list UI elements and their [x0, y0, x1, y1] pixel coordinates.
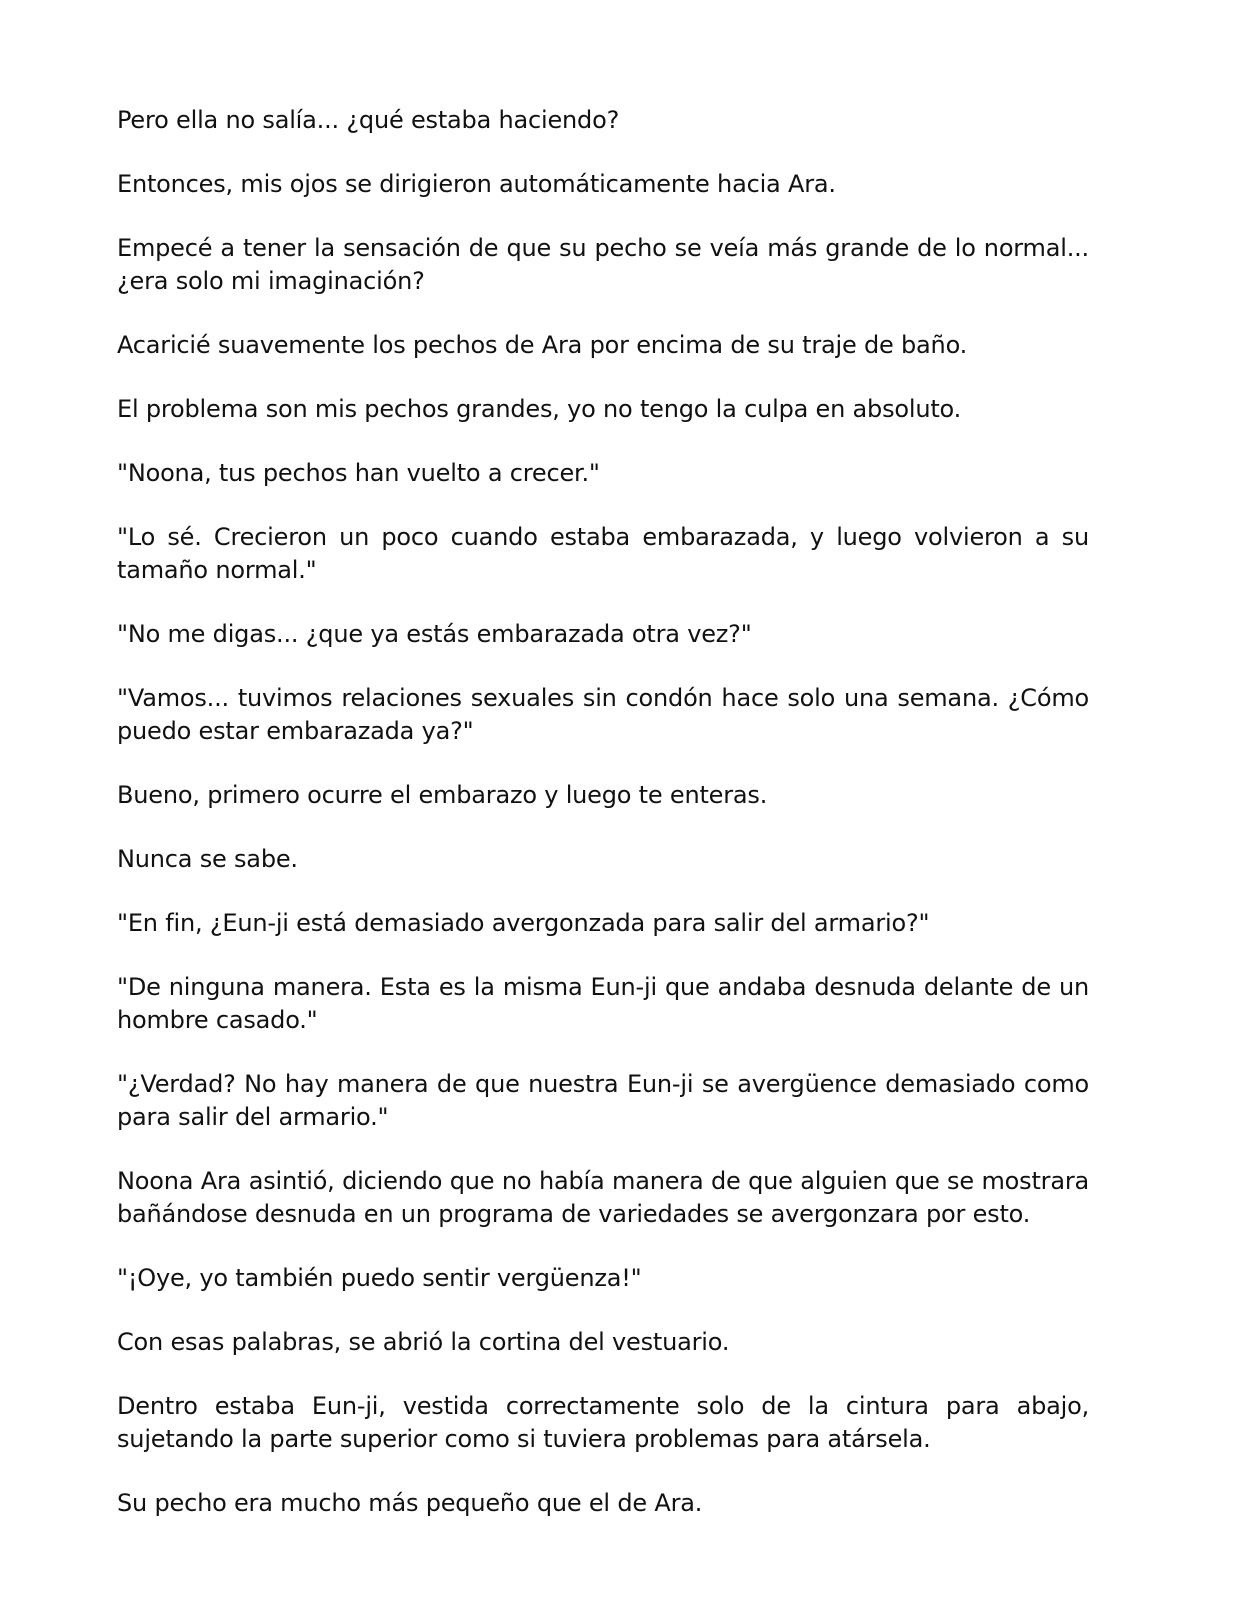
paragraph: Nunca se sabe.: [117, 845, 298, 873]
paragraph: "¡Oye, yo también puedo sentir vergüenza!": [117, 1264, 642, 1292]
body-text: [117, 104, 1089, 1520]
paragraph: "No me digas... ¿que ya estás embarazada otra vez?": [117, 620, 752, 648]
paragraph: "Vamos... tuvimos relaciones sexuales sin condón hace solo una semana. ¿Cómo puedo estar embarazada ya?": [117, 684, 1089, 745]
paragraph: Entonces, mis ojos se dirigieron automáticamente hacia Ara.: [117, 170, 836, 198]
paragraph: Noona Ara asintió, diciendo que no había manera de que alguien que se mostrara bañándose desnuda en un programa de variedades se avergonzara por esto.: [117, 1167, 1089, 1228]
paragraph: "¿Verdad? No hay manera de que nuestra Eun-ji se avergüence demasiado como para salir del armario.": [117, 1070, 1089, 1131]
paragraph: "En fin, ¿Eun-ji está demasiado avergonzada para salir del armario?": [117, 909, 930, 937]
paragraph: "Noona, tus pechos han vuelto a crecer.": [117, 459, 600, 487]
paragraph: Acaricié suavemente los pechos de Ara por encima de su traje de baño.: [117, 331, 968, 359]
paragraph: Pero ella no salía... ¿qué estaba haciendo?: [117, 106, 620, 134]
paragraph: El problema son mis pechos grandes, yo no tengo la culpa en absoluto.: [117, 395, 962, 423]
paragraph: "Lo sé. Crecieron un poco cuando estaba embarazada, y luego volvieron a su tamaño normal.": [117, 523, 1089, 584]
paragraph: "De ninguna manera. Esta es la misma Eun-ji que andaba desnuda delante de un hombre casado.": [117, 973, 1089, 1034]
paragraph: Su pecho era mucho más pequeño que el de Ara.: [117, 1489, 703, 1517]
paragraph: Bueno, primero ocurre el embarazo y luego te enteras.: [117, 781, 768, 809]
paragraph: Con esas palabras, se abrió la cortina del vestuario.: [117, 1328, 730, 1356]
paragraph: Empecé a tener la sensación de que su pecho se veía más grande de lo normal... ¿era solo mi imaginación?: [117, 234, 1089, 295]
paragraph: Dentro estaba Eun-ji, vestida correctamente solo de la cintura para abajo, sujetando la parte superior como si tuviera problemas para atársela.: [117, 1392, 1089, 1453]
